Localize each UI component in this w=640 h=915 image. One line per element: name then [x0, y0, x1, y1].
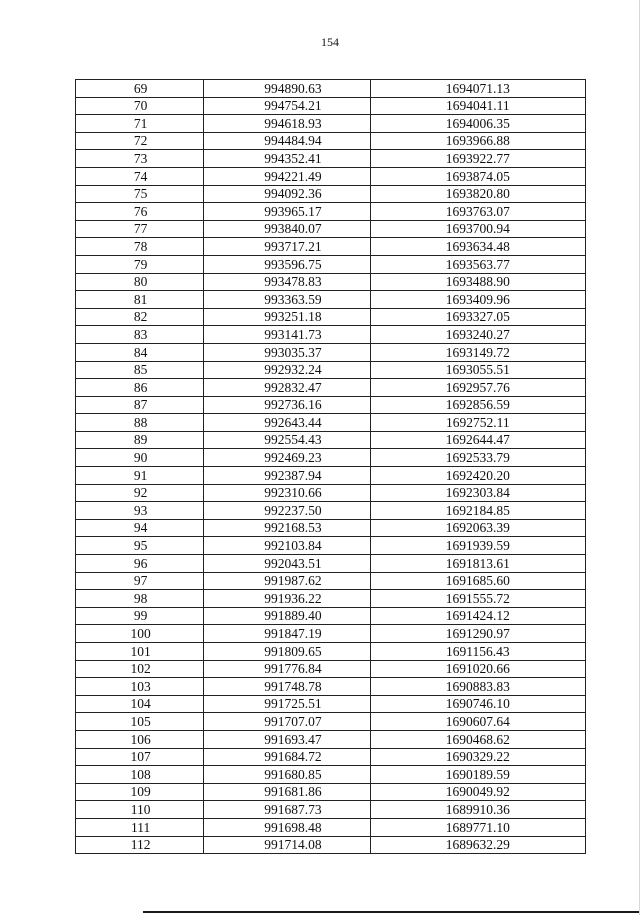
table-row — [76, 625, 586, 643]
point-number-cell: 111 — [76, 818, 204, 836]
table-row — [76, 818, 586, 836]
y-coordinate-cell: 1691813.61 — [370, 555, 585, 573]
point-number-cell: 76 — [76, 203, 204, 221]
y-coordinate-cell: 1691424.12 — [370, 607, 585, 625]
point-number-cell: 112 — [76, 836, 204, 854]
x-coordinate-cell: 991687.73 — [204, 801, 370, 819]
y-coordinate-cell: 1693922.77 — [370, 150, 585, 168]
y-coordinate-cell: 1691290.97 — [370, 625, 585, 643]
point-number-cell: 82 — [76, 308, 204, 326]
x-coordinate-cell: 992932.24 — [204, 361, 370, 379]
point-number-cell: 74 — [76, 167, 204, 185]
page-number: 154 — [321, 35, 339, 49]
x-coordinate-cell: 994618.93 — [204, 115, 370, 133]
table-row — [76, 836, 586, 854]
table-row — [76, 150, 586, 168]
y-coordinate-cell: 1694006.35 — [370, 115, 585, 133]
table-row — [76, 502, 586, 520]
x-coordinate-cell: 992168.53 — [204, 519, 370, 537]
x-coordinate-cell: 993717.21 — [204, 238, 370, 256]
x-coordinate-cell: 992736.16 — [204, 396, 370, 414]
point-number-cell: 83 — [76, 326, 204, 344]
point-number-cell: 89 — [76, 431, 204, 449]
x-coordinate-cell: 994092.36 — [204, 185, 370, 203]
y-coordinate-cell: 1693055.51 — [370, 361, 585, 379]
point-number-cell: 85 — [76, 361, 204, 379]
y-coordinate-cell: 1693763.07 — [370, 203, 585, 221]
x-coordinate-cell: 994484.94 — [204, 132, 370, 150]
y-coordinate-cell: 1693634.48 — [370, 238, 585, 256]
point-number-cell: 87 — [76, 396, 204, 414]
table-row — [76, 97, 586, 115]
table-row — [76, 343, 586, 361]
point-number-cell: 81 — [76, 291, 204, 309]
x-coordinate-cell: 991847.19 — [204, 625, 370, 643]
point-number-cell: 84 — [76, 343, 204, 361]
x-coordinate-cell: 991684.72 — [204, 748, 370, 766]
point-number-cell: 70 — [76, 97, 204, 115]
y-coordinate-cell: 1694041.11 — [370, 97, 585, 115]
y-coordinate-cell: 1692533.79 — [370, 449, 585, 467]
x-coordinate-cell: 991936.22 — [204, 590, 370, 608]
y-coordinate-cell: 1693874.05 — [370, 167, 585, 185]
y-coordinate-cell: 1693488.90 — [370, 273, 585, 291]
point-number-cell: 73 — [76, 150, 204, 168]
point-number-cell: 77 — [76, 220, 204, 238]
point-number-cell: 109 — [76, 783, 204, 801]
point-number-cell: 110 — [76, 801, 204, 819]
point-number-cell: 104 — [76, 695, 204, 713]
table-row — [76, 379, 586, 397]
table-row — [76, 185, 586, 203]
x-coordinate-cell: 993478.83 — [204, 273, 370, 291]
y-coordinate-cell: 1689632.29 — [370, 836, 585, 854]
point-number-cell: 98 — [76, 590, 204, 608]
table-row — [76, 695, 586, 713]
table-row — [76, 308, 586, 326]
point-number-cell: 103 — [76, 678, 204, 696]
coordinates-table — [75, 79, 586, 854]
y-coordinate-cell: 1690883.83 — [370, 678, 585, 696]
x-coordinate-cell: 991748.78 — [204, 678, 370, 696]
y-coordinate-cell: 1692856.59 — [370, 396, 585, 414]
point-number-cell: 96 — [76, 555, 204, 573]
x-coordinate-cell: 991707.07 — [204, 713, 370, 731]
y-coordinate-cell: 1689910.36 — [370, 801, 585, 819]
y-coordinate-cell: 1691020.66 — [370, 660, 585, 678]
x-coordinate-cell: 994890.63 — [204, 80, 370, 98]
point-number-cell: 106 — [76, 730, 204, 748]
y-coordinate-cell: 1691555.72 — [370, 590, 585, 608]
table-row — [76, 238, 586, 256]
table-row — [76, 115, 586, 133]
table-row — [76, 730, 586, 748]
table-row — [76, 643, 586, 661]
point-number-cell: 80 — [76, 273, 204, 291]
table-row — [76, 80, 586, 98]
table-row — [76, 449, 586, 467]
point-number-cell: 91 — [76, 467, 204, 485]
table-row — [76, 801, 586, 819]
table-row — [76, 590, 586, 608]
y-coordinate-cell: 1691939.59 — [370, 537, 585, 555]
y-coordinate-cell: 1690746.10 — [370, 695, 585, 713]
point-number-cell: 105 — [76, 713, 204, 731]
y-coordinate-cell: 1691156.43 — [370, 643, 585, 661]
table-row — [76, 555, 586, 573]
y-coordinate-cell: 1690049.92 — [370, 783, 585, 801]
table-row — [76, 484, 586, 502]
y-coordinate-cell: 1693327.05 — [370, 308, 585, 326]
x-coordinate-cell: 992832.47 — [204, 379, 370, 397]
point-number-cell: 79 — [76, 255, 204, 273]
x-coordinate-cell: 991776.84 — [204, 660, 370, 678]
point-number-cell: 69 — [76, 80, 204, 98]
point-number-cell: 94 — [76, 519, 204, 537]
y-coordinate-cell: 1690329.22 — [370, 748, 585, 766]
x-coordinate-cell: 991681.86 — [204, 783, 370, 801]
x-coordinate-cell: 992237.50 — [204, 502, 370, 520]
x-coordinate-cell: 992043.51 — [204, 555, 370, 573]
table-row — [76, 220, 586, 238]
table-row — [76, 572, 586, 590]
table-row — [76, 783, 586, 801]
table-row — [76, 396, 586, 414]
table-row — [76, 431, 586, 449]
point-number-cell: 93 — [76, 502, 204, 520]
y-coordinate-cell: 1693700.94 — [370, 220, 585, 238]
table-row — [76, 467, 586, 485]
y-coordinate-cell: 1692063.39 — [370, 519, 585, 537]
y-coordinate-cell: 1691685.60 — [370, 572, 585, 590]
point-number-cell: 99 — [76, 607, 204, 625]
x-coordinate-cell: 993251.18 — [204, 308, 370, 326]
x-coordinate-cell: 991809.65 — [204, 643, 370, 661]
point-number-cell: 100 — [76, 625, 204, 643]
point-number-cell: 78 — [76, 238, 204, 256]
table-row — [76, 361, 586, 379]
table-row — [76, 167, 586, 185]
point-number-cell: 108 — [76, 766, 204, 784]
point-number-cell: 92 — [76, 484, 204, 502]
point-number-cell: 101 — [76, 643, 204, 661]
x-coordinate-cell: 993035.37 — [204, 343, 370, 361]
point-number-cell: 102 — [76, 660, 204, 678]
x-coordinate-cell: 992310.66 — [204, 484, 370, 502]
y-coordinate-cell: 1693966.88 — [370, 132, 585, 150]
x-coordinate-cell: 993840.07 — [204, 220, 370, 238]
scan-artifact-line — [143, 911, 640, 913]
point-number-cell: 72 — [76, 132, 204, 150]
x-coordinate-cell: 994221.49 — [204, 167, 370, 185]
table-row — [76, 291, 586, 309]
x-coordinate-cell: 992103.84 — [204, 537, 370, 555]
y-coordinate-cell: 1692303.84 — [370, 484, 585, 502]
y-coordinate-cell: 1694071.13 — [370, 80, 585, 98]
table-row — [76, 273, 586, 291]
x-coordinate-cell: 991725.51 — [204, 695, 370, 713]
table-row — [76, 326, 586, 344]
x-coordinate-cell: 991987.62 — [204, 572, 370, 590]
x-coordinate-cell: 994754.21 — [204, 97, 370, 115]
point-number-cell: 71 — [76, 115, 204, 133]
x-coordinate-cell: 991693.47 — [204, 730, 370, 748]
x-coordinate-cell: 992643.44 — [204, 414, 370, 432]
point-number-cell: 75 — [76, 185, 204, 203]
y-coordinate-cell: 1693149.72 — [370, 343, 585, 361]
x-coordinate-cell: 993596.75 — [204, 255, 370, 273]
y-coordinate-cell: 1692957.76 — [370, 379, 585, 397]
point-number-cell: 90 — [76, 449, 204, 467]
table-row — [76, 660, 586, 678]
table-row — [76, 766, 586, 784]
table-row — [76, 519, 586, 537]
x-coordinate-cell: 992469.23 — [204, 449, 370, 467]
y-coordinate-cell: 1692752.11 — [370, 414, 585, 432]
y-coordinate-cell: 1693240.27 — [370, 326, 585, 344]
x-coordinate-cell: 991698.48 — [204, 818, 370, 836]
x-coordinate-cell: 993141.73 — [204, 326, 370, 344]
y-coordinate-cell: 1690607.64 — [370, 713, 585, 731]
coordinates-table-body — [76, 80, 586, 854]
y-coordinate-cell: 1693563.77 — [370, 255, 585, 273]
table-row — [76, 607, 586, 625]
point-number-cell: 95 — [76, 537, 204, 555]
y-coordinate-cell: 1689771.10 — [370, 818, 585, 836]
point-number-cell: 97 — [76, 572, 204, 590]
y-coordinate-cell: 1692644.47 — [370, 431, 585, 449]
x-coordinate-cell: 993965.17 — [204, 203, 370, 221]
x-coordinate-cell: 991680.85 — [204, 766, 370, 784]
x-coordinate-cell: 991714.08 — [204, 836, 370, 854]
y-coordinate-cell: 1690468.62 — [370, 730, 585, 748]
point-number-cell: 86 — [76, 379, 204, 397]
x-coordinate-cell: 991889.40 — [204, 607, 370, 625]
point-number-cell: 107 — [76, 748, 204, 766]
table-row — [76, 537, 586, 555]
x-coordinate-cell: 993363.59 — [204, 291, 370, 309]
table-row — [76, 132, 586, 150]
x-coordinate-cell: 994352.41 — [204, 150, 370, 168]
x-coordinate-cell: 992554.43 — [204, 431, 370, 449]
table-row — [76, 678, 586, 696]
point-number-cell: 88 — [76, 414, 204, 432]
table-row — [76, 748, 586, 766]
table-row — [76, 255, 586, 273]
y-coordinate-cell: 1693820.80 — [370, 185, 585, 203]
y-coordinate-cell: 1693409.96 — [370, 291, 585, 309]
y-coordinate-cell: 1690189.59 — [370, 766, 585, 784]
y-coordinate-cell: 1692420.20 — [370, 467, 585, 485]
table-row — [76, 414, 586, 432]
table-row — [76, 713, 586, 731]
table-row — [76, 203, 586, 221]
y-coordinate-cell: 1692184.85 — [370, 502, 585, 520]
x-coordinate-cell: 992387.94 — [204, 467, 370, 485]
